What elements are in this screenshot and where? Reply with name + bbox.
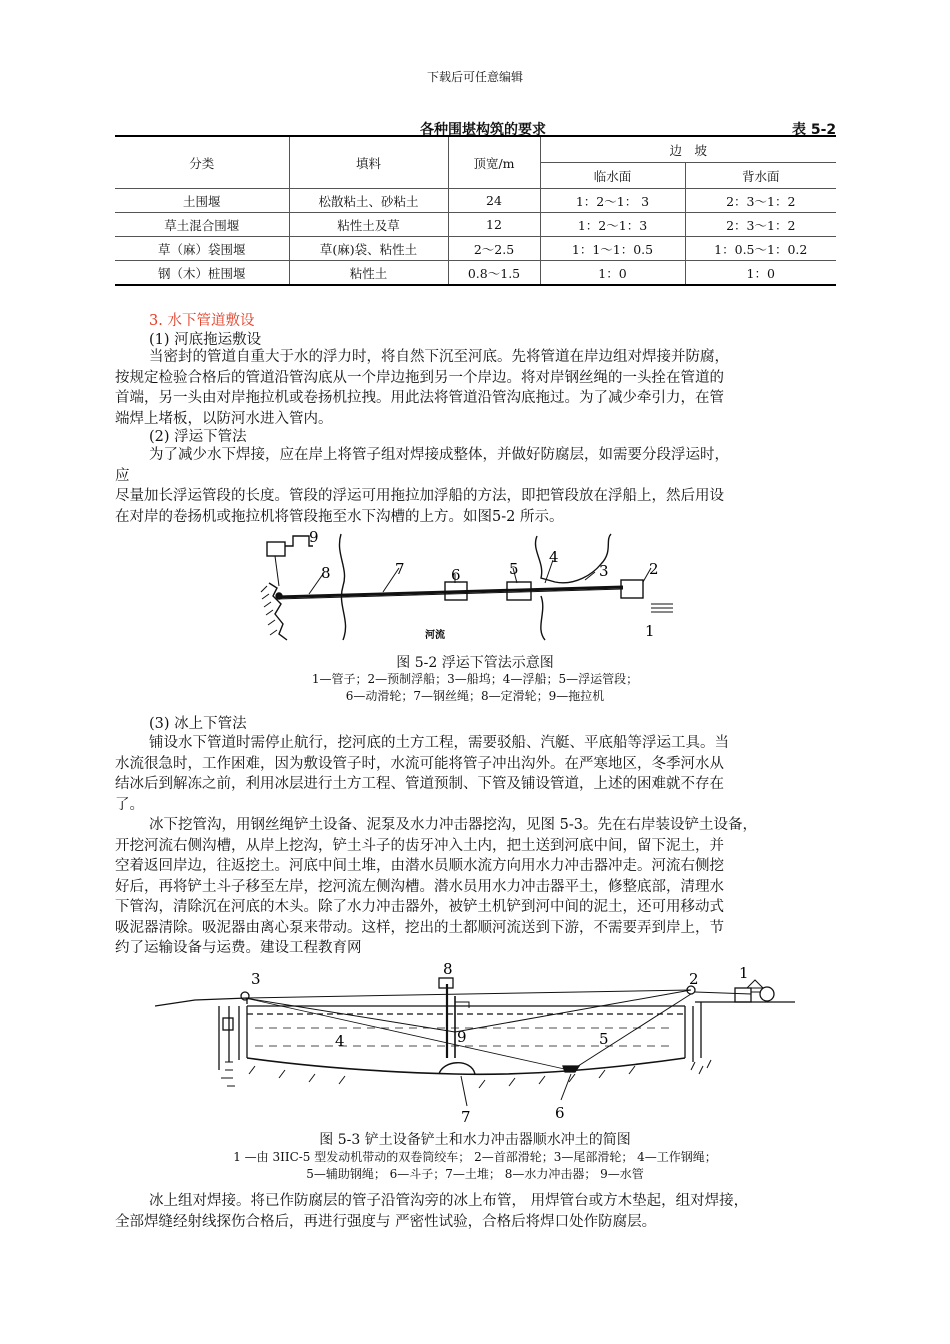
paragraph-line: 空着返回岸边，往返挖土。河底中间土堆，由潜水员顺水流方向用水力冲击器冲走。河流右侧挖 [115,858,724,874]
table-cell: 24 [448,189,540,213]
paragraph-line: 冰上组对焊接。将已作防腐层的管子沿管沟旁的冰上布管， 用焊管台或方木垫起，组对焊接， [149,1193,749,1209]
paragraph-line: 水流很急时，工作困难，因为敷设管子时，水流可能将管子冲出沟外。在严寒地区，冬季河水从 [115,755,724,772]
header-top-width: 顶宽/m [448,136,540,189]
table-cell: 草土混合围堰 [115,213,289,237]
header-category: 分类 [115,136,289,189]
page-header-note: 下载后可任意编辑 [426,70,523,84]
paragraph-2 [115,445,840,527]
winch-rope [695,992,751,994]
figure1-label-3: 3 [599,562,609,580]
paragraph-3 [115,733,840,815]
table-row [115,261,836,286]
table-cell: 钢（木）桩围堰 [115,261,289,286]
paragraph-line: 冰下挖管沟，用钢丝绳铲土设备、泥泵及水力冲击器挖沟，见图 5-3。先在右岸装设铲土设备， [149,817,757,833]
table-cell: 12 [448,213,540,237]
tractor-shape [267,542,285,556]
figure1-label-1: 1 [645,622,655,640]
figure-5-2-diagram [255,528,695,648]
figure1-label-4: 4 [549,548,559,566]
left-bank-block [223,1018,233,1030]
figure2-label-7: 7 [461,1108,471,1126]
table-row [115,189,836,213]
figure1-label-6: 6 [451,566,461,584]
paragraph-line: 结冰后到解冻之前，利用冰层进行土方工程、管道预制、下管及铺设管道，上述的困难就不存在 [115,776,724,792]
winch-drum [760,987,774,1001]
paragraph-line: 了。 [115,796,144,813]
figure1-label-5: 5 [509,560,519,578]
table-header-row [115,136,836,163]
paragraph-line: 尽量加长浮运管段的长度。管段的浮运可用拖拉加浮船的方法，即把管段放在浮船上，然后用设 [115,488,724,504]
table-cell: 1：0 [685,261,836,286]
paragraph-line: 为了减少水下焊接，应在岸上将管子组对焊接成整体，并做好防腐层，如需要分段浮运时， [149,447,729,463]
paragraph-line: 约了运输设备与运费。建设工程教育网 [115,940,362,956]
near-bank-curve [339,534,345,640]
paragraph-line: 应 [115,467,130,484]
table-cell: 0.8～1.5 [448,261,540,286]
rope-left [245,998,455,1032]
section-heading: 3. 水下管道敷设 [149,313,255,329]
table-cell: 2～2.5 [448,237,540,261]
paragraph-line: 吸泥器清除。吸泥器由离心泵来带动。这样，挖出的土都顺河流送到下游，不需要弄到岸上，节 [115,919,724,936]
leader-line-7 [461,1076,467,1106]
rope-right [455,990,691,1032]
table-row [115,213,836,237]
tractor-line [275,556,279,586]
header-fill: 填料 [289,136,448,189]
right-bank-hatch [691,1060,711,1074]
figure2-label-4: 4 [335,1032,345,1050]
paragraph-line: 铺设水下管道时需停止航行，挖河底的土方工程，需要驳船、汽艇、平底船等浮运工具。当 [149,735,729,751]
paragraph-line: 按规定检验合格后的管道沿管沟底从一个岸边拖到另一个岸边。将对岸钢丝绳的一头拴在管道的 [115,369,724,386]
table-title: 各种围堪构筑的要求 [420,122,546,138]
left-bank-piles [219,1006,247,1070]
leader-line-6 [561,1074,571,1100]
header-back-side: 背水面 [685,163,836,189]
river-label: 河流 [425,630,445,641]
table-row [115,237,836,261]
figure2-label-9: 9 [457,1028,467,1046]
aux-rope [575,994,691,1068]
bucket-6 [563,1066,579,1072]
paragraph-line: 下管沟，清除沉在河底的木头。除了水力冲击器外，被铲土机铲到河中间的泥土，还可用移动式 [115,899,724,915]
table-cell: 粘性土及草 [289,213,448,237]
figure1-label-7: 7 [395,560,405,578]
paragraph-line: 端焊上堵板，以防河水进入管内。 [115,410,333,427]
right-bank-piles [685,1002,701,1062]
table-cell: 1：2～1：3 [540,213,685,237]
figure1-label-9: 9 [309,528,319,546]
legend-line: 6—动滑轮；7—钢丝绳；8—定滑轮；9—拖拉机 [345,689,605,703]
header-slope: 边 坡 [540,136,836,163]
table-number: 表 5-2 [792,122,837,138]
legend-line: 5—辅助钢绳； 6—斗子；7—土堆； 8—水力冲击器； 9—水管 [306,1167,644,1181]
figure-5-2-caption: 图 5-2 浮运下管法示意图 [396,655,554,671]
legend-line: 1 —由 3IIC-5 型发动机带动的双卷筒绞车； 2—首部滑轮；3—尾部滑轮； 4—工作钢绳； [233,1150,717,1164]
prefab-pontoon-2 [621,580,643,598]
embankment-requirements-table [115,135,836,286]
paragraph-line: 首端，另一头由对岸拖拉机或卷扬机拉拽。用此法将管道沿管沟底拖过。为了减少牵引力，在管 [115,390,724,406]
table-cell: 1：1～1：0.5 [540,237,685,261]
figure1-label-2: 2 [649,560,659,578]
table-cell: 松散粘土、砂粘土 [289,189,448,213]
paragraph-5 [115,1191,840,1232]
figure-5-3-caption: 图 5-3 铲土设备铲土和水力冲击器顺水冲土的简图 [319,1132,631,1148]
table-cell: 2：3～1：2 [685,213,836,237]
figure2-label-1: 1 [739,964,749,982]
table-cell: 1：0 [540,261,685,286]
subsection-1-heading: (1) 河底拖运敷设 [149,332,262,348]
far-bank-curve [541,596,545,640]
table-cell: 土围堰 [115,189,289,213]
subsection-3-heading: (3) 冰上下管法 [149,716,247,732]
figure-5-3-legend [0,1149,950,1183]
soil-mound [439,1063,475,1074]
figure1-label-8: 8 [321,564,331,582]
left-ground-line [155,998,247,1006]
work-rope [245,998,569,1070]
paragraph-line: 开挖河流右侧沟槽，从岸上挖沟，铲土斗子的齿牙冲入土内，把土送到河底中间，留下泥土，并 [115,837,724,854]
paragraph-4 [115,815,840,959]
header-water-side: 临水面 [540,163,685,189]
legend-line: 1—管子；2—预制浮船；3—船坞；4—浮船；5—浮运管段； [311,672,639,686]
figure2-label-3: 3 [251,970,261,988]
river-bed-line [247,1058,685,1074]
impactor-bracket [455,1002,469,1008]
figure2-label-8: 8 [443,962,453,978]
figure2-label-6: 6 [555,1104,565,1122]
winch-body [735,988,751,1002]
paragraph-line: 在对岸的卷扬机或拖拉机将管段拖至水下沟槽的上方。如图5-2 所示。 [115,508,564,525]
fixed-pulley [276,593,282,599]
table-cell: 草（麻）袋围堰 [115,237,289,261]
paragraph-line: 当密封的管道自重大于水的浮力时，将自然下沉至河底。先将管道在岸边组对焊接并防腐， [149,349,729,365]
pipe-symbol-1 [651,604,673,612]
left-bank-hatch [221,1062,235,1086]
table-cell: 粘性土 [289,261,448,286]
figure-5-3-diagram [155,962,795,1127]
table-cell: 1：2～1： 3 [540,189,685,213]
subsection-2-heading: (2) 浮运下管法 [149,429,247,445]
paragraph-line: 全部焊缝经射线探伤合格后，再进行强度与 严密性试验，合格后将焊口处作防腐层。 [115,1213,657,1230]
table-cell: 草(麻)袋、粘性土 [289,237,448,261]
figure-5-2-legend [0,671,950,705]
table-cell: 2：3～1：2 [685,189,836,213]
pipe-section-line [277,587,623,597]
rope-top [245,990,691,998]
figure2-label-2: 2 [689,970,699,988]
paragraph-1 [115,347,840,429]
figure2-label-5: 5 [599,1030,609,1048]
paragraph-line: 好后，再将铲土斗子移至左岸，挖河流左侧沟槽。潜水员用水力冲击器平土，修整底部，清理水 [115,878,724,895]
table-cell: 1：0.5～1：0.2 [685,237,836,261]
